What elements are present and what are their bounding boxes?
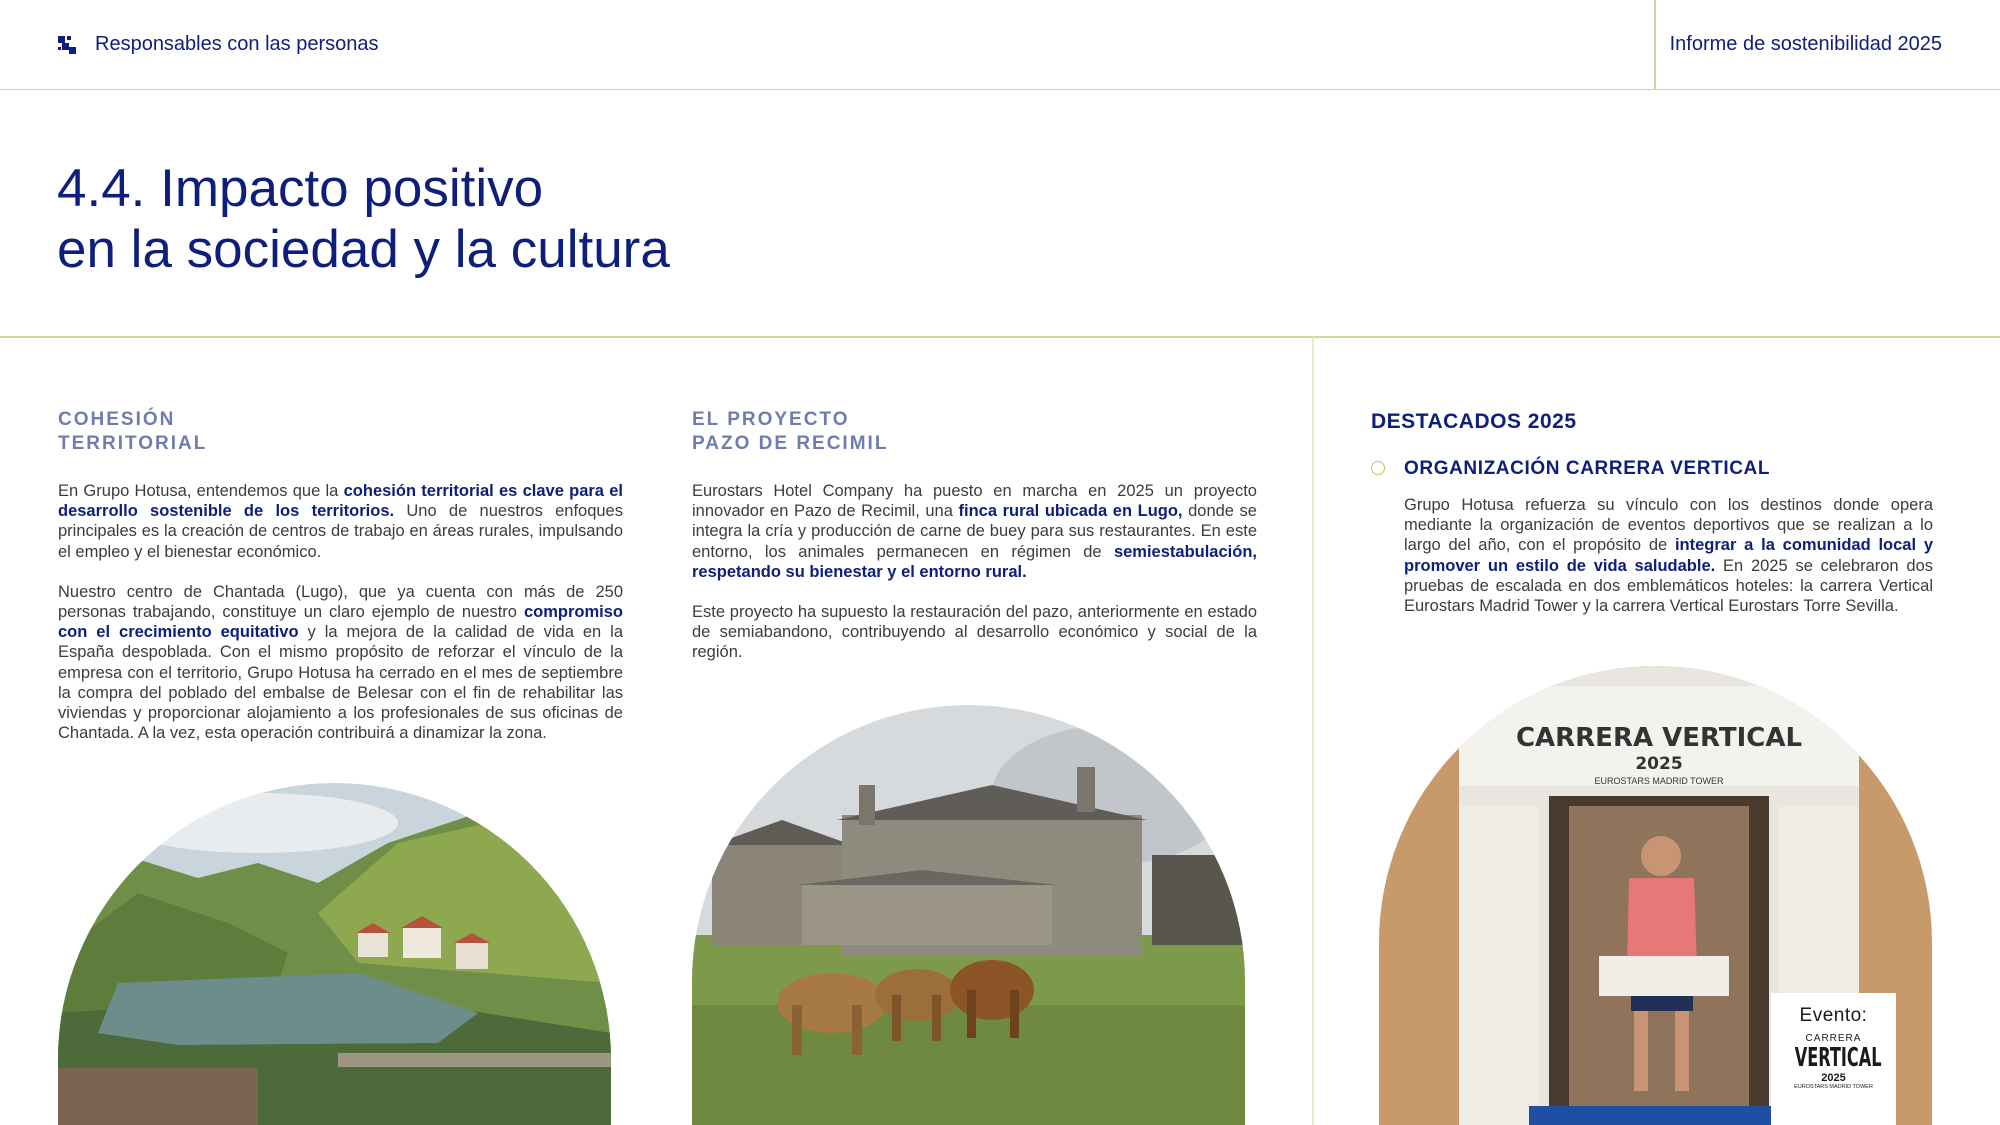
text-run: Uno de nuestros enfoques principales es la creación de centros de trabajo en áreas rurales, impulsando el empleo y el bienestar económico. xyxy=(58,502,623,561)
column-divider xyxy=(1312,337,1314,1125)
brand-logo-icon xyxy=(58,36,76,54)
pazo-de-recimil-photo xyxy=(692,705,1245,1125)
river-valley-illustration xyxy=(58,783,611,1125)
text-run: En 2025 se celebraron dos pruebas de escalada en dos emblemáticos hoteles: la carrera Vertical Eurostars Madrid Tower y la carrera Vertical Eurostars Torre Sevilla. xyxy=(1404,556,1933,616)
highlighted-text: compromiso con el crecimiento equitativo xyxy=(58,603,623,642)
sign-title: CARRERA VERTICAL xyxy=(1515,723,1803,753)
highlight-item-text xyxy=(1404,495,1933,616)
highlighted-text: semiestabulación, respetando su bienestar y el entorno rural. xyxy=(692,542,1257,581)
event-badge-label: Evento: xyxy=(1799,1005,1868,1026)
paragraph xyxy=(692,481,1257,582)
highlighted-text: integrar a la comunidad local y promover un estilo de vida saludable. xyxy=(1404,536,1933,575)
text-run: Nuestro centro de Chantada (Lugo), que ya cuenta con más de 250 personas trabajando, constituye un claro ejemplo de nuestro xyxy=(58,582,623,622)
event-logo-subtitle: EUROSTARS MADRID TOWER xyxy=(1794,1084,1873,1090)
text-run: Grupo Hotusa refuerza su vínculo con los destinos donde opera mediante la organización de eventos deportivos que se realizan a lo largo del año, con el propósito de xyxy=(1404,496,1933,555)
page-title-line1: 4.4. Impacto positivo xyxy=(57,159,544,218)
bullet-circle-icon xyxy=(1371,461,1385,475)
section-pazo-de-recimil xyxy=(692,408,1257,683)
highlighted-text: cohesión territorial es clave para el desarrollo sostenible de los territorios. xyxy=(58,482,623,521)
page-title xyxy=(57,158,670,280)
river-valley-photo xyxy=(58,783,611,1125)
paragraph: Este proyecto ha supuesto la restauración del pazo, anteriormente en estado de semiabandono, contribuyendo al desarrollo económico y social de la región. xyxy=(692,603,1257,662)
title-divider xyxy=(0,336,2000,338)
section-heading-line1: COHESIÓN xyxy=(58,409,176,430)
sign-subtitle: EUROSTARS MADRID TOWER xyxy=(1594,776,1724,786)
event-badge xyxy=(1771,993,1896,1125)
event-logo-year: 2025 xyxy=(1821,1072,1846,1084)
section-heading-line2: PAZO DE RECIMIL xyxy=(692,433,889,454)
report-title: Informe de sostenibilidad 2025 xyxy=(1669,33,1942,55)
section-heading-line1: EL PROYECTO xyxy=(692,409,850,430)
highlights-panel xyxy=(1371,410,1933,616)
highlighted-text: finca rural ubicada en Lugo, xyxy=(958,502,1183,521)
highlight-item-label: ORGANIZACIÓN CARRERA VERTICAL xyxy=(1404,458,1771,479)
text-run: En Grupo Hotusa, entendemos que la xyxy=(58,482,344,500)
section-label: Responsables con las personas xyxy=(95,33,379,55)
text-run: y la mejora de la calidad de vida en la España despoblada. Con el mismo propósito de reforzar el vínculo de la empresa con el territorio, Grupo Hotusa ha cerrado en el mes de septiembre la compra del poblado del embalse de Belesar con el fin de rehabilitar las viviendas y proporcionar alojamiento a los profesionales de sus oficinas de Chantada. A la vez, esta operación contribuirá a dinamizar la zona. xyxy=(58,623,623,743)
header-divider xyxy=(1654,0,1656,89)
text-run: Eurostars Hotel Company ha puesto en marcha en 2025 un proyecto innovador en Pazo de Recimil, una xyxy=(692,482,1257,521)
pazo-cattle-illustration xyxy=(692,705,1245,1125)
section-heading xyxy=(692,408,1257,456)
paragraph xyxy=(58,582,623,744)
sign-year: 2025 xyxy=(1635,754,1683,774)
paragraph xyxy=(58,481,623,562)
highlights-heading: DESTACADOS 2025 xyxy=(1371,410,1577,433)
event-logo-main: VERTICAL xyxy=(1794,1043,1882,1073)
section-heading xyxy=(58,408,623,456)
event-logo-top: CARRERA xyxy=(1805,1033,1862,1044)
page-header xyxy=(0,0,2000,90)
page-title-line2: en la sociedad y la cultura xyxy=(57,220,670,279)
text-run: donde se integra la cría y producción de carne de buey para sus restaurantes. En este entorno, los animales permanecen en régimen de xyxy=(692,502,1257,561)
section-cohesion-territorial xyxy=(58,408,623,763)
section-heading-line2: TERRITORIAL xyxy=(58,433,208,454)
highlight-item-title xyxy=(1371,458,1933,480)
